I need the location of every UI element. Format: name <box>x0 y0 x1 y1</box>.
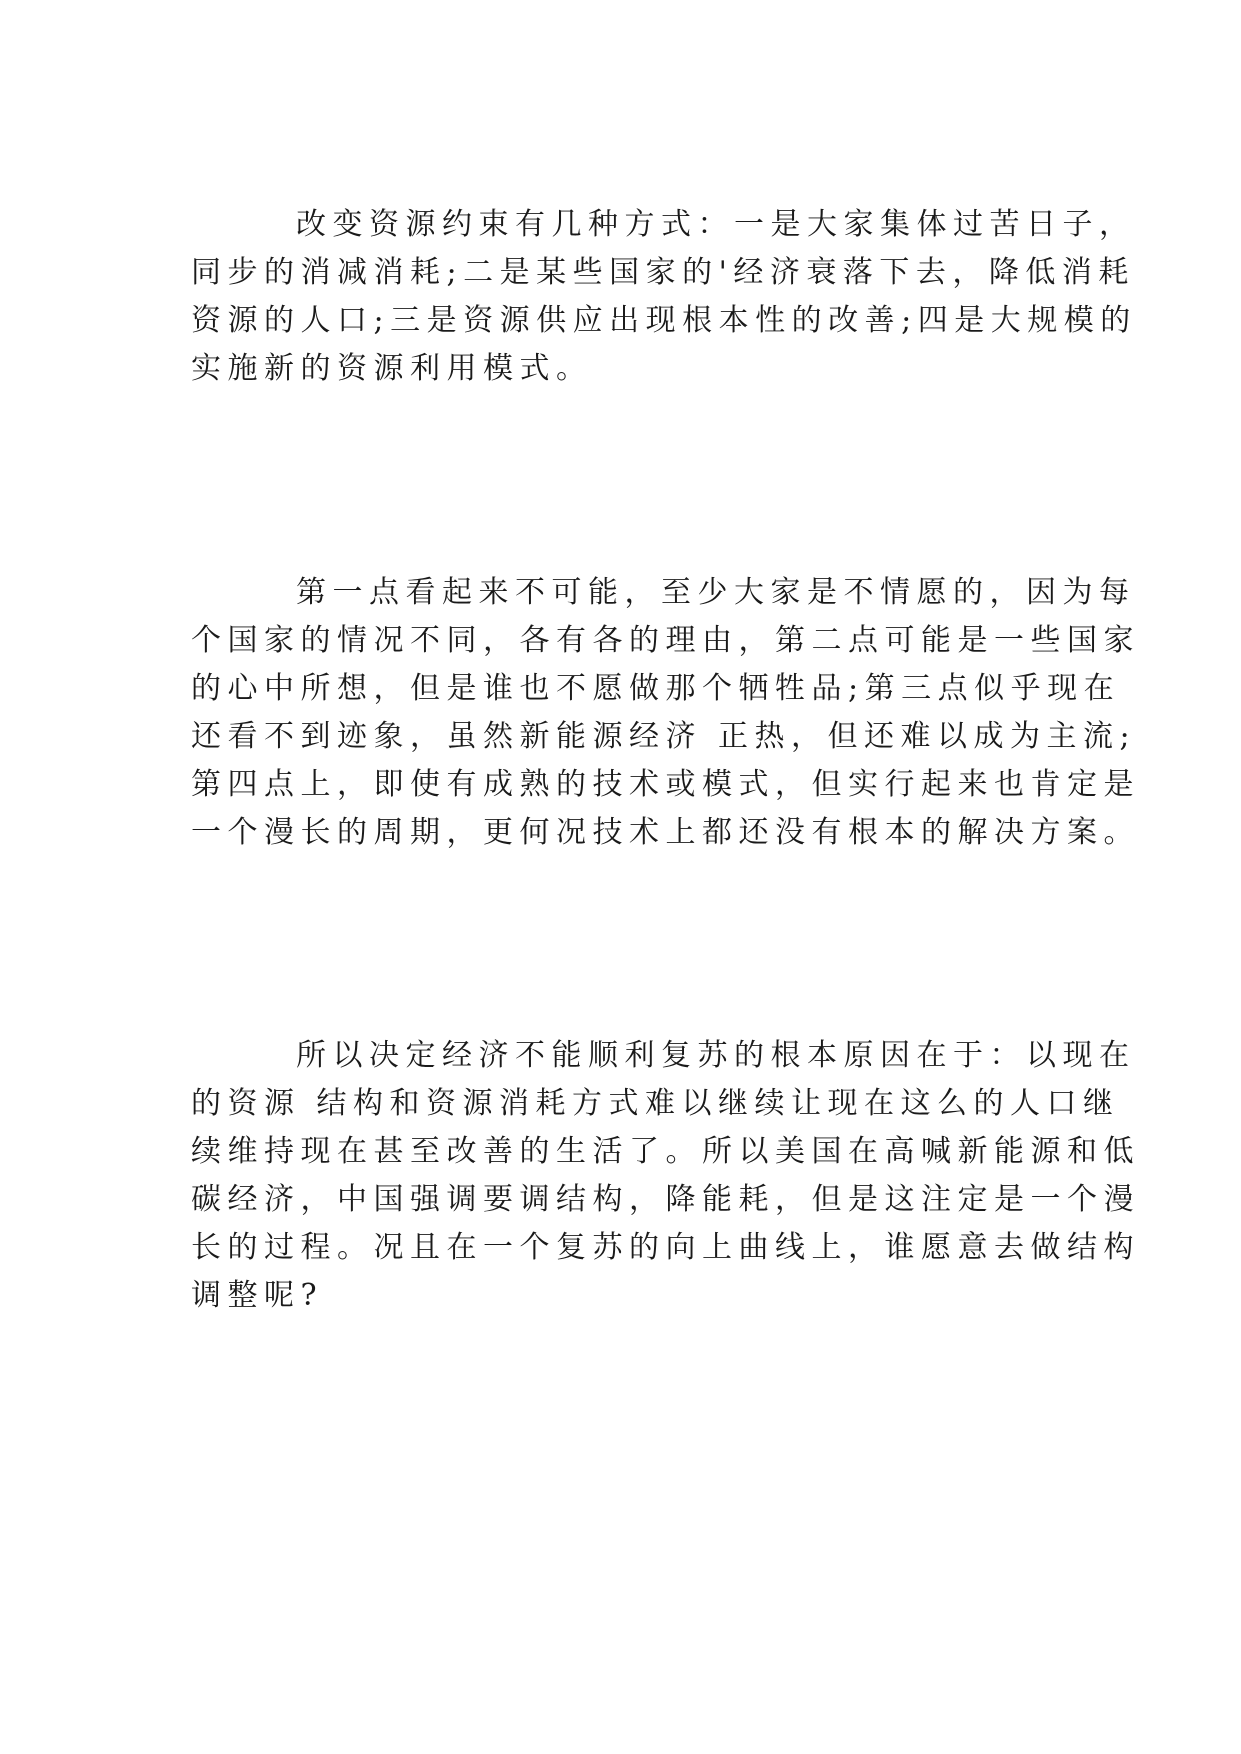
paragraph-3 <box>191 1032 1140 1320</box>
paragraph-line: 个国家的情况不同，各有各的理由，第二点可能是一些国家 <box>191 623 1140 658</box>
paragraph-line: 同步的消减消耗;二是某些国家的'经济衰落下去，降低消耗 <box>191 255 1135 290</box>
paragraph-2 <box>191 569 1140 857</box>
paragraph-line: 实施新的资源利用模式。 <box>191 351 593 386</box>
paragraph-line: 改变资源约束有几种方式：一是大家集体过苦日子， <box>296 207 1136 242</box>
paragraph-line: 所以决定经济不能顺利复苏的根本原因在于：以现在 <box>296 1038 1136 1073</box>
paragraph-line: 长的过程。况且在一个复苏的向上曲线上，谁愿意去做结构 <box>191 1230 1140 1265</box>
paragraph-line: 资源的人口;三是资源供应出现根本性的改善;四是大规模的 <box>191 303 1137 338</box>
paragraph-line: 调整呢? <box>191 1278 324 1313</box>
paragraph-1 <box>191 201 1137 393</box>
paragraph-line: 还看不到迹象，虽然新能源经济 正热，但还难以成为主流; <box>191 719 1137 754</box>
paragraph-line: 的心中所想，但是谁也不愿做那个牺牲品;第三点似乎现在 <box>191 671 1121 706</box>
paragraph-line: 碳经济，中国强调要调结构，降能耗，但是这注定是一个漫 <box>191 1182 1140 1217</box>
paragraph-line: 续维持现在甚至改善的生活了。所以美国在高喊新能源和低 <box>191 1134 1140 1169</box>
paragraph-line: 的资源 结构和资源消耗方式难以继续让现在这么的人口继 <box>191 1086 1120 1121</box>
paragraph-line: 一个漫长的周期，更何况技术上都还没有根本的解决方案。 <box>191 815 1140 850</box>
paragraph-line: 第四点上，即使有成熟的技术或模式，但实行起来也肯定是 <box>191 767 1140 802</box>
paragraph-line: 第一点看起来不可能，至少大家是不情愿的，因为每 <box>296 575 1136 610</box>
